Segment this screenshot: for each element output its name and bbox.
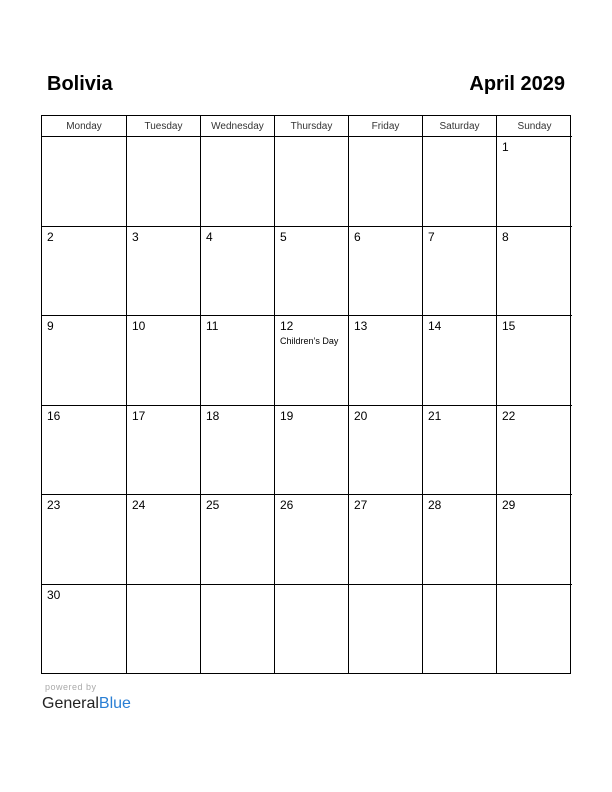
country-title: Bolivia: [47, 73, 113, 95]
day-number: 19: [280, 409, 294, 423]
day-cell: [497, 585, 572, 674]
day-cell: [497, 227, 572, 316]
day-number: 18: [206, 409, 220, 423]
day-cell: [423, 227, 497, 316]
weekday-header: Sunday: [497, 116, 572, 137]
day-number: 25: [206, 498, 220, 512]
day-cell: [42, 227, 127, 316]
day-number: 3: [132, 230, 139, 244]
brand-name-general: General: [42, 695, 99, 712]
day-number: 7: [428, 230, 435, 244]
day-cell: [201, 316, 275, 406]
day-number: 15: [502, 319, 516, 333]
day-number: 12: [280, 319, 294, 333]
day-cell: [275, 227, 349, 316]
day-cell: [201, 495, 275, 585]
day-number: 27: [354, 498, 368, 512]
weekday-header: Friday: [349, 116, 423, 137]
day-number: 9: [47, 319, 54, 333]
day-number: 26: [280, 498, 294, 512]
day-cell: [275, 316, 349, 406]
day-cell: [275, 406, 349, 495]
day-number: 17: [132, 409, 146, 423]
day-number: 11: [206, 319, 219, 333]
day-cell: [349, 406, 423, 495]
weekday-header: Monday: [42, 116, 127, 137]
day-cell: [423, 137, 497, 227]
powered-by-label: powered by: [45, 682, 97, 692]
day-number: 29: [502, 498, 516, 512]
day-cell: [127, 406, 201, 495]
day-cell: [497, 316, 572, 406]
weekday-header: Saturday: [423, 116, 497, 137]
day-cell: [201, 406, 275, 495]
day-cell: [349, 495, 423, 585]
day-number: 6: [354, 230, 361, 244]
calendar-grid: [41, 115, 571, 674]
day-number: 21: [428, 409, 442, 423]
day-number: 5: [280, 230, 287, 244]
day-number: 8: [502, 230, 509, 244]
day-cell: [497, 495, 572, 585]
day-cell: [127, 585, 201, 674]
day-cell: [349, 316, 423, 406]
day-number: 23: [47, 498, 61, 512]
day-cell: [275, 495, 349, 585]
day-cell: [127, 227, 201, 316]
day-cell: [349, 137, 423, 227]
day-cell: [423, 495, 497, 585]
weekday-header: Tuesday: [127, 116, 201, 137]
day-cell: [42, 585, 127, 674]
generalblue-logo[interactable]: [42, 694, 131, 714]
day-cell: [497, 406, 572, 495]
weekday-header: Thursday: [275, 116, 349, 137]
day-number: 2: [47, 230, 54, 244]
day-number: 28: [428, 498, 442, 512]
day-number: 22: [502, 409, 516, 423]
month-year-title: April 2029: [469, 73, 565, 95]
day-number: 20: [354, 409, 368, 423]
day-cell: [42, 137, 127, 227]
day-cell: [127, 316, 201, 406]
day-number: 1: [502, 140, 509, 154]
day-cell: [127, 495, 201, 585]
day-cell: [42, 495, 127, 585]
day-cell: [275, 585, 349, 674]
day-cell: [42, 406, 127, 495]
day-cell: [201, 585, 275, 674]
day-cell: [349, 227, 423, 316]
day-cell: [349, 585, 423, 674]
brand-name-blue: Blue: [98, 695, 131, 712]
day-number: 24: [132, 498, 146, 512]
day-number: 16: [47, 409, 61, 423]
day-cell: [201, 137, 275, 227]
day-number: 4: [206, 230, 213, 244]
day-number: 30: [47, 588, 61, 602]
day-cell: [497, 137, 572, 227]
day-number: 13: [354, 319, 368, 333]
day-cell: [275, 137, 349, 227]
day-cell: [423, 406, 497, 495]
day-cell: [423, 316, 497, 406]
day-cell: [42, 316, 127, 406]
day-number: 14: [428, 319, 442, 333]
day-cell: [201, 227, 275, 316]
day-number: 10: [132, 319, 146, 333]
weekday-header: Wednesday: [201, 116, 275, 137]
day-cell: [423, 585, 497, 674]
holiday-label: Children’s Day: [280, 336, 339, 346]
day-cell: [127, 137, 201, 227]
